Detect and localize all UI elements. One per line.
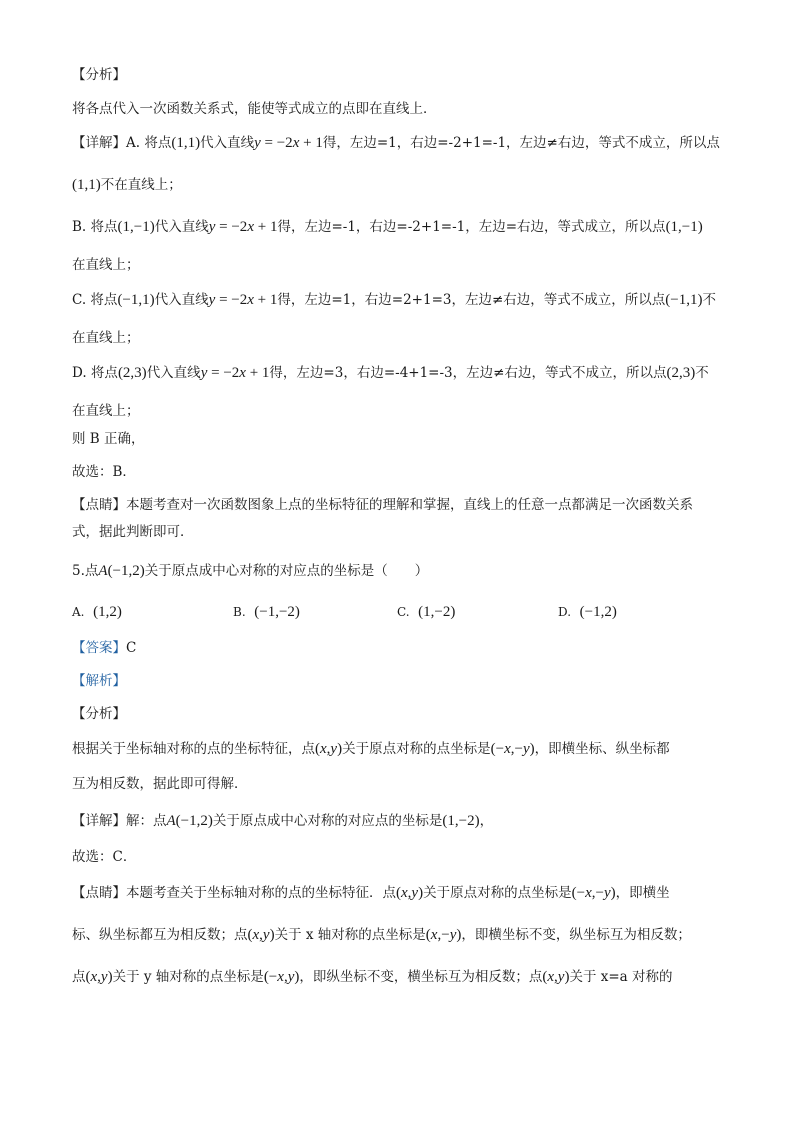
option-label: D.	[558, 605, 572, 619]
q5-fenxi-heading: 【分析】	[72, 706, 126, 722]
q5-fenxi-1	[72, 740, 670, 758]
dianjing-1: 【点睛】本题考查对一次函数图象上点的坐标特征的理解和掌握，直线上的任意一点都满足一次函数关系	[72, 497, 693, 513]
eq-tail: + 1	[253, 219, 278, 235]
xiangjie-b-line	[72, 218, 703, 236]
q5-dianjing-1	[72, 884, 670, 902]
math-neg-xy: (−x,−y)	[490, 741, 535, 757]
option-b-mid: 代入直线	[154, 219, 209, 235]
text-run: 【点睛】本题考查关于坐标轴对称的点的坐标特征．点	[72, 885, 396, 901]
math-neg-xy: (−x,−y)	[571, 885, 616, 901]
option-d-mid: 代入直线	[146, 365, 201, 381]
point-label-a: A	[98, 563, 108, 579]
var-y: y	[208, 219, 216, 235]
point-a-2: (1,1)	[72, 177, 101, 193]
q5-dianjing-3	[72, 968, 673, 986]
option-b-rest: 得，左边=-1，右边=-2+1=-1，左边=右边，等式成立，所以点	[277, 219, 666, 235]
text-run: ，即横坐标、纵坐标都	[534, 741, 670, 757]
option-label: B.	[233, 605, 246, 619]
option-c-end: 不	[702, 292, 716, 308]
option-value: (−1,2)	[579, 604, 617, 620]
text-run: 关于 x 轴对称的点坐标是	[274, 927, 426, 943]
option-c-prefix: C. 将点	[72, 292, 118, 308]
option-d	[558, 603, 617, 621]
option-value: (−1,−2)	[254, 604, 300, 620]
option-label: A.	[72, 605, 85, 619]
var-x: x	[247, 219, 254, 235]
eq-tail: + 1	[245, 365, 270, 381]
result-point: (1,−2)	[442, 813, 480, 829]
option-label: C.	[397, 605, 410, 619]
eq-part: = −2	[215, 292, 248, 308]
option-a-mid: 代入直线	[200, 135, 255, 151]
option-c-mid: 代入直线	[154, 292, 209, 308]
text-run: 【详解】解：点	[72, 813, 167, 829]
q5-rest: 关于原点成中心对称的对应点的坐标是（ ）	[144, 563, 429, 579]
math-xy: (x,y)	[315, 741, 343, 757]
text-run: ，即横坐	[615, 885, 670, 901]
xiangjie-c-line2: 在直线上；	[72, 330, 140, 346]
eq-tail: + 1	[253, 292, 278, 308]
var-y: y	[208, 292, 216, 308]
text-run: ，即纵坐标不变，横坐标互为相反数；点	[299, 969, 543, 985]
option-d-prefix: D. 将点	[72, 365, 118, 381]
option-a-prefix: A. 将点	[126, 135, 172, 151]
var-x: x	[247, 292, 254, 308]
xiangjie-c-line	[72, 291, 716, 309]
math-xy: (x,y)	[247, 927, 275, 943]
math-xy: (x,y)	[396, 885, 424, 901]
option-a-rest: 得，左边=1，右边=-2+1=-1，左边≠右边，等式不成立，所以点	[322, 135, 720, 151]
option-value: (1,−2)	[418, 604, 456, 620]
eq-part: = −2	[260, 135, 293, 151]
text-run: 关于 y 轴对称的点坐标是	[112, 969, 264, 985]
fenxi-heading: 【分析】	[72, 67, 126, 83]
text-run: 标、纵坐标都互为相反数；点	[72, 927, 248, 943]
xiangjie-a-line2	[72, 176, 182, 194]
text-run: ，	[479, 813, 494, 829]
point-a: (1,1)	[171, 135, 201, 151]
point-d-end: (2,3)	[666, 365, 696, 381]
point-b: (1,−1)	[117, 219, 155, 235]
text-run: ，即横坐标不变，纵坐标互为相反数；	[461, 927, 691, 943]
q5-fenxi-2: 互为相反数，据此即可得解．	[72, 776, 248, 792]
xiangjie-a-line	[72, 134, 720, 152]
option-a	[72, 603, 122, 621]
question-5-stem	[72, 562, 428, 580]
eq-tail: + 1	[299, 135, 323, 151]
answer-line	[72, 639, 136, 657]
q5-point: (−1,2)	[107, 563, 145, 579]
math-xy: (x,y)	[542, 969, 570, 985]
xiangjie-d-line2: 在直线上；	[72, 403, 140, 419]
var-x: x	[239, 365, 246, 381]
math-negx-y: (−x,y)	[263, 969, 300, 985]
option-d-rest: 得，左边=3，右边=-4+1=-3，左边≠右边，等式不成立，所以点	[269, 365, 667, 381]
option-c	[397, 603, 455, 621]
option-value: (1,2)	[93, 604, 122, 620]
xiangjie-label: 【详解】	[72, 135, 126, 151]
q5-prefix: 5.点	[72, 563, 99, 579]
var-y: y	[200, 365, 208, 381]
q5-choose: 故选：C．	[72, 849, 137, 865]
point-d: (2,3)	[117, 365, 147, 381]
fenxi-text: 将各点代入一次函数关系式，能使等式成立的点即在直线上．	[72, 101, 437, 117]
text-run: 关于 x=a 对称的	[569, 969, 673, 985]
point-c: (−1,1)	[117, 292, 155, 308]
eq-part: = −2	[215, 219, 248, 235]
dianjing-2: 式，据此判断即可．	[72, 524, 194, 540]
option-b-prefix: B. 将点	[72, 219, 118, 235]
q5-dianjing-2	[72, 926, 691, 944]
option-c-rest: 得，左边=1，右边=2+1=3，左边≠右边，等式不成立，所以点	[277, 292, 666, 308]
point-c-end: (−1,1)	[665, 292, 703, 308]
xiangjie-d-line	[72, 364, 709, 382]
q5-xiangjie	[72, 812, 493, 830]
q5-point: (−1,2)	[175, 813, 213, 829]
text-run: 关于原点对称的点坐标是	[423, 885, 572, 901]
answer-value: C	[126, 640, 137, 656]
var-y: y	[254, 135, 261, 151]
text-run: 关于原点对称的点坐标是	[342, 741, 491, 757]
point-label-a: A	[166, 813, 176, 829]
xiangjie-b-line2: 在直线上；	[72, 257, 140, 273]
choose-b: 故选：B．	[72, 464, 136, 480]
text-run: 根据关于坐标轴对称的点的坐标特征，点	[72, 741, 315, 757]
math-x-negy: (x,−y)	[425, 927, 462, 943]
jiexi-heading: 【解析】	[72, 673, 126, 689]
option-d-end: 不	[695, 365, 709, 381]
text-run: 点	[72, 969, 86, 985]
var-x: x	[292, 135, 300, 151]
point-b-end: (1,−1)	[665, 219, 703, 235]
answer-label: 【答案】	[72, 640, 126, 656]
text-run: 关于原点成中心对称的对应点的坐标是	[212, 813, 443, 829]
math-xy: (x,y)	[85, 969, 113, 985]
conclusion: 则 B 正确，	[72, 431, 145, 447]
option-b	[233, 603, 300, 621]
option-a-line2: 不在直线上；	[100, 177, 182, 193]
eq-part: = −2	[207, 365, 240, 381]
